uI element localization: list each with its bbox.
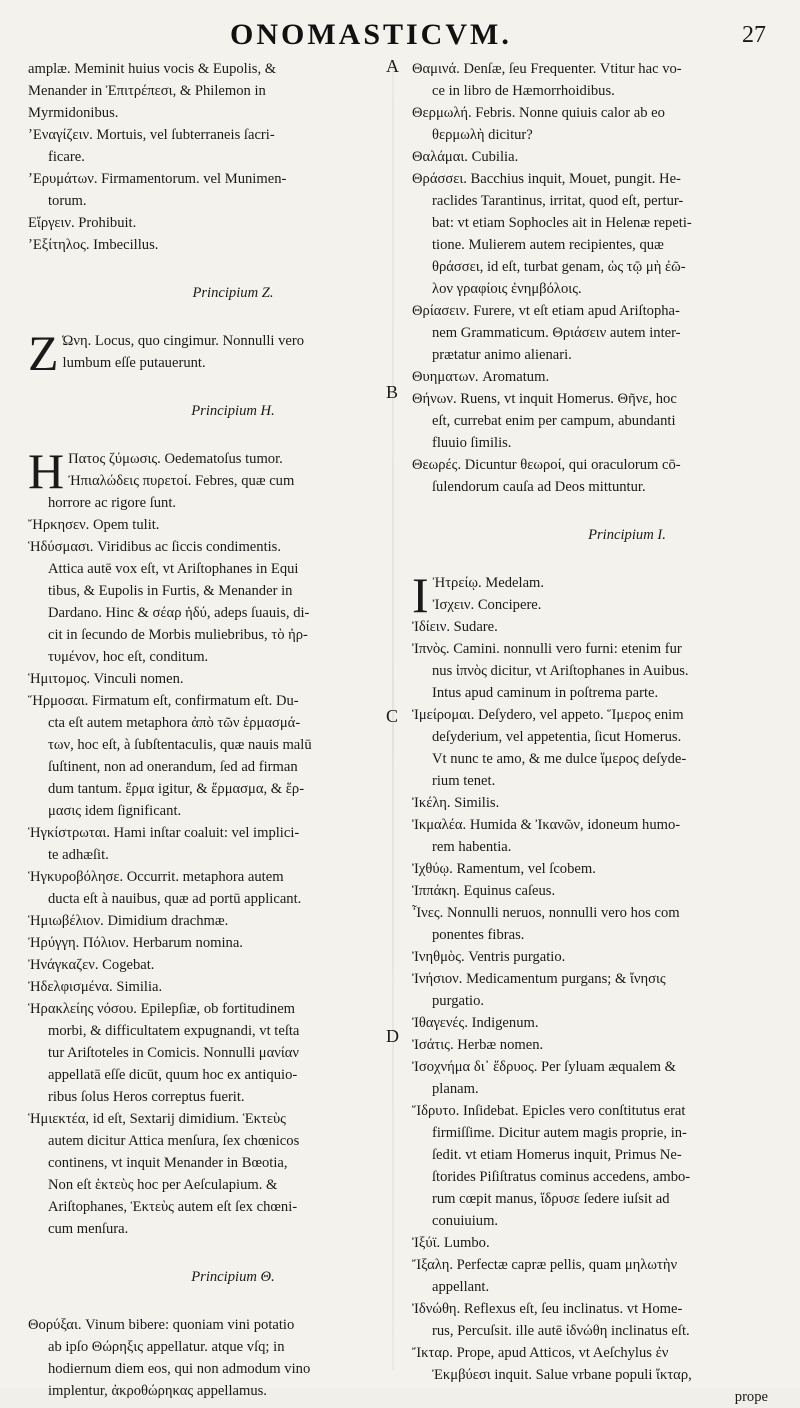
- right-spacer: [412, 546, 782, 572]
- right-continuation-line: rium tenet.: [432, 773, 496, 789]
- right-continuation-line: firmiſſime. Dicitur autem magis proprie, in-: [432, 1125, 687, 1141]
- left-continuation-line: Ἠπιαλώδεις πυρετοί. Febres, quæ cum: [68, 473, 295, 489]
- right-continuation-line: rum cœpit manus, ἵδρυσε ſedere iuſsit ad: [432, 1191, 670, 1207]
- left-entry-line: Ἡγκυροβόλησε. Occurrit. metaphora autem: [28, 869, 284, 885]
- left-continuation-line: ribus ſolus Heros correptus fuerit.: [48, 1089, 245, 1105]
- right-continuation-line: nem Grammaticum. Θριάσειν autem inter-: [432, 325, 681, 341]
- right-continuation-line: conuiuium.: [432, 1213, 499, 1229]
- right-continuation-line: Vt nunc te amo, & me dulce ἵμερος deſyde-: [432, 751, 687, 767]
- right-continuation-line: θράσσει, id eſt, turbat genam, ὡς τῷ μὴ ἐῶ-: [432, 259, 686, 275]
- right-continuation-line: ce in libro de Hæmorrhoidibus.: [432, 83, 615, 99]
- left-continuation-line: autem dicitur Attica menſura, ſex chœnicos: [48, 1133, 300, 1149]
- left-continuation-line: tur Ariſtoteles in Comicis. Nonnulli μανίαν: [48, 1045, 300, 1061]
- right-entry-line: Ἰχθύῳ. Ramentum, vel ſcobem.: [412, 861, 596, 877]
- right-entry-line: Ἰσοχνήμα δι᾽ ἕδρυος. Per ſyluam æqualem &: [412, 1059, 677, 1075]
- margin-marker-a: A: [386, 56, 399, 76]
- left-spacer: [28, 374, 378, 400]
- left-continuation-line: των, hoc eſt, à ſubſtentaculis, quæ nauis malū: [48, 737, 312, 753]
- left-continuation-line: te adhæſit.: [48, 847, 109, 863]
- page-header: [0, 18, 800, 54]
- left-continuation-line: cum menſura.: [48, 1221, 129, 1237]
- left-continuation-line: ab ipſo Θώρηξις appellatur. atque vſq; in: [48, 1339, 285, 1355]
- left-spacer: [28, 1240, 378, 1266]
- right-continuation-line: bat: vt etiam Sophocles ait in Helenæ repeti-: [432, 215, 692, 231]
- right-entry-line: Θαλάμαι. Cubilia.: [412, 149, 519, 165]
- left-entry-line: Menander in Ἐπιτρέπεσι, & Philemon in: [28, 83, 266, 99]
- catchword: prope: [734, 1389, 768, 1405]
- right-entry-line: Ἰσάτις. Herbæ nomen.: [412, 1037, 544, 1053]
- left-continuation-line: cit in ſecundo de Morbis muliebribus, τὸ ἠρ-: [48, 627, 308, 643]
- section-heading: Principium I.: [588, 527, 666, 543]
- drop-capital: I: [412, 567, 429, 623]
- left-continuation-line: τυμένον, hoc eſt, conditum.: [48, 649, 209, 665]
- left-continuation-line: continens, vt inquit Menander in Bœotia,: [48, 1155, 288, 1171]
- left-column: [28, 58, 378, 1399]
- right-continuation-line: ſulendorum cauſa ad Deos mittuntur.: [432, 479, 646, 495]
- right-entry-line: Θαμινά. Denſæ, ſeu Frequenter. Vtitur hac vo-: [412, 61, 682, 77]
- left-entry-line: ʼΕξίτηλος. Imbecillus.: [28, 237, 159, 253]
- section-heading: Principium Θ.: [191, 1269, 275, 1285]
- left-continuation-line: implentur, ἀκροθώρηκας appellamus.: [48, 1383, 267, 1399]
- margin-marker-c: C: [386, 706, 399, 726]
- left-continuation-line: Ariſtophanes, Ἑκτεὺς autem eſt ſex chœni-: [48, 1199, 298, 1215]
- right-entry-line: Ἵδρυτο. Inſidebat. Epicles vero conſtitutus erat: [412, 1103, 686, 1119]
- left-spacer: [28, 1288, 378, 1314]
- left-continuation-line: Non eſt ἑκτεὺς hoc per Aeſculapium. &: [48, 1177, 278, 1193]
- left-continuation-line: hodiernum diem eos, qui non admodum vino: [48, 1361, 311, 1377]
- right-continuation-line: tione. Mulierem autem recipientes, quæ: [432, 237, 664, 253]
- left-entry-line: Ἡγκίστρωται. Hami inſtar coaluit: vel implici-: [28, 825, 300, 841]
- right-continuation-line: θερμωλὴ dicitur?: [432, 127, 533, 143]
- right-continuation-line: purgatio.: [432, 993, 485, 1009]
- left-entry-line: Εἴργειν. Prohibuit.: [28, 215, 137, 231]
- left-entry-line: ʼΕρυμάτων. Firmamentorum. vel Munimen-: [28, 171, 287, 187]
- left-entry-line: Θορύξαι. Vinum bibere: quoniam vini potatio: [28, 1317, 295, 1333]
- left-continuation-line: μασις idem ſignificant.: [48, 803, 182, 819]
- left-continuation-line: appellatā eſſe dicūt, quum hoc ex antiquio-: [48, 1067, 298, 1083]
- left-continuation-line: dum tantum. ἕρμα igitur, & ἕρμασμα, & ἕρ-: [48, 781, 305, 797]
- left-continuation-line: lumbum eſſe putauerunt.: [62, 355, 206, 371]
- right-continuation-line: Ἐκμβύεσι inquit. Salue vrbane populi ἴκταρ,: [432, 1367, 692, 1383]
- right-continuation-line: ſedit. vt etiam Homerus inquit, Primus Ne-: [432, 1147, 682, 1163]
- margin-marker-b: B: [386, 382, 399, 402]
- left-continuation-line: torum.: [48, 193, 87, 209]
- right-entry-line: Ἴκταρ. Prope, apud Atticos, vt Aeſchylus ἐν: [412, 1345, 669, 1361]
- right-continuation-line: deſyderium, vel appetentia, ſicut Homerus.: [432, 729, 682, 745]
- right-continuation-line: λον γραφίοις ἐνημβόλοις.: [432, 281, 582, 297]
- left-entry-line: Ἡμιωβέλιον. Dimidium drachmæ.: [28, 913, 229, 929]
- right-entry-line: Ἰθαγενές. Indigenum.: [412, 1015, 539, 1031]
- left-entry-line: Ἡρακλείης νόσου. Epilepſiæ, ob fortitudinem: [28, 1001, 296, 1017]
- dropcap-line-text: Ώνη. Locus, quo cingimur. Nonnulli vero: [62, 333, 305, 349]
- right-continuation-line: rem habentia.: [432, 839, 512, 855]
- right-continuation-line: raclides Tarantinus, irritat, quod eſt, pertur-: [432, 193, 684, 209]
- right-continuation-line: prætatur animo alienari.: [432, 347, 572, 363]
- right-continuation-line: ponentes fibras.: [432, 927, 525, 943]
- right-entry-line: Ἴξαλη. Perfectæ capræ pellis, quam μηλωτὴν: [412, 1257, 678, 1273]
- left-spacer: [28, 256, 378, 282]
- right-entry-line: Ἰκμαλέα. Humida & Ἰκανῶν, idoneum humo-: [412, 817, 681, 833]
- left-entry-line: Ἡμιεκτέα, id eſt, Sextarij dimidium. Ἑκτεὺς: [28, 1111, 286, 1127]
- right-entry-line: Ἰκέλη. Similis.: [412, 795, 500, 811]
- right-continuation-line: eſt, currebat enim per campum, abundanti: [432, 413, 676, 429]
- left-continuation-line: ſuſtinent, non ad onerandum, ſed ad firman: [48, 759, 298, 775]
- drop-capital: Z: [28, 325, 59, 381]
- left-continuation-line: morbi, & difficultatem expugnandi, vt teſta: [48, 1023, 300, 1039]
- right-entry-line: Ἰπνὸς. Camini. nonnulli vero furni: etenim fur: [412, 641, 682, 657]
- left-entry-line: Ἠρύγγη. Πόλιον. Herbarum nomina.: [28, 935, 243, 951]
- right-entry-line: Θρίασειν. Furere, vt eſt etiam apud Ariſtopha-: [412, 303, 680, 319]
- left-entry-line: Ἠνάγκαζεν. Cogebat.: [28, 957, 155, 973]
- margin-marker-d: D: [386, 1026, 399, 1046]
- left-entry-line: amplæ. Meminit huius vocis & Eupolis, &: [28, 61, 277, 77]
- left-entry-line: ʼΕναγίζειν. Mortuis, vel ſubterraneis ſacri-: [28, 127, 275, 143]
- right-entry-line: Ἱππάκη. Equinus caſeus.: [412, 883, 556, 899]
- right-entry-line: Θεωρές. Dicuntur θεωροί, qui oraculorum cō-: [412, 457, 681, 473]
- left-entry-line: Myrmidonibus.: [28, 105, 119, 121]
- right-continuation-line: ſtorides Piſiſtratus cominus accedens, ambo-: [432, 1169, 691, 1185]
- left-continuation-line: Attica autē vox eſt, vt Ariſtophanes in Equi: [48, 561, 299, 577]
- dropcap-line-text: Πατος ζύμωσις. Oedematoſus tumor.: [68, 451, 283, 467]
- right-continuation-line: Ἰσχειν. Concipere.: [432, 597, 542, 613]
- left-continuation-line: ficare.: [48, 149, 85, 165]
- right-entry-line: Θήνων. Ruens, vt inquit Homerus. Θῆνε, hoc: [412, 391, 677, 407]
- right-continuation-line: Intus apud caminum in poſtrema parte.: [432, 685, 659, 701]
- left-continuation-line: Dardano. Hinc & σέαρ ἡδύ, adeps ſuauis, di-: [48, 605, 310, 621]
- left-entry-line: Ἥρμοσαι. Firmatum eſt, confirmatum eſt. Du-: [28, 693, 299, 709]
- right-column: [412, 58, 782, 1405]
- right-entry-line: Ἰνηθμὸς. Ventris purgatio.: [412, 949, 566, 965]
- left-continuation-line: horrore ac rigore ſunt.: [48, 495, 177, 511]
- right-entry-line: Ἰνήσιον. Medicamentum purgans; & ἴνησις: [412, 971, 666, 987]
- dropcap-line-text: Ἠτρείῳ. Medelam.: [432, 575, 545, 591]
- section-heading: Principium H.: [191, 403, 275, 419]
- left-continuation-line: cta eſt autem metaphora ἀπὸ τῶν ἑρμασμά-: [48, 715, 301, 731]
- running-title: ONOMASTICVM.: [230, 18, 512, 51]
- section-heading: Principium Z.: [192, 285, 274, 301]
- right-continuation-line: nus ἰπνὸς dicitur, vt Ariſtophanes in Auibus.: [432, 663, 689, 679]
- left-continuation-line: ducta eſt à nauibus, quæ ad portū applicant.: [48, 891, 302, 907]
- right-entry-line: Ἰξύϊ. Lumbo.: [412, 1235, 490, 1251]
- right-entry-line: Θερμωλή. Febris. Nonne quiuis calor ab eo: [412, 105, 665, 121]
- right-spacer: [412, 498, 782, 524]
- left-entry-line: Ἠδελφισμένα. Similia.: [28, 979, 163, 995]
- right-entry-line: Ἱμείρομαι. Deſydero, vel appeto. Ἵμερος enim: [412, 707, 684, 723]
- left-spacer: [28, 304, 378, 330]
- page-number: 27: [742, 22, 766, 48]
- right-continuation-line: fluuio ſimilis.: [432, 435, 512, 451]
- left-spacer: [28, 422, 378, 448]
- right-entry-line: Ἰδνώθη. Reflexus eſt, ſeu inclinatus. vt Home-: [412, 1301, 683, 1317]
- right-entry-line: Θυηματων. Aromatum.: [412, 369, 550, 385]
- left-entry-line: Ἡμιτομος. Vinculi nomen.: [28, 671, 184, 687]
- left-continuation-line: tibus, & Eupolis in Furtis, & Menander in: [48, 583, 293, 599]
- right-entry-line: Ἶνες. Nonnulli neruos, nonnulli vero hos com: [412, 905, 680, 921]
- left-entry-line: Ἡδύσμασι. Viridibus ac ſiccis condimentis.: [28, 539, 282, 555]
- right-entry-line: Ἰδίειν. Sudare.: [412, 619, 498, 635]
- right-entry-line: Θράσσει. Bacchius inquit, Mouet, pungit. He-: [412, 171, 681, 187]
- right-continuation-line: rus, Percuſsit. ille autē ἰδνώθη inclinatus eſt.: [432, 1323, 690, 1339]
- right-continuation-line: planam.: [432, 1081, 479, 1097]
- drop-capital: H: [28, 443, 65, 499]
- right-continuation-line: appellant.: [432, 1279, 490, 1295]
- left-entry-line: Ἤρκησεν. Opem tulit.: [28, 517, 160, 533]
